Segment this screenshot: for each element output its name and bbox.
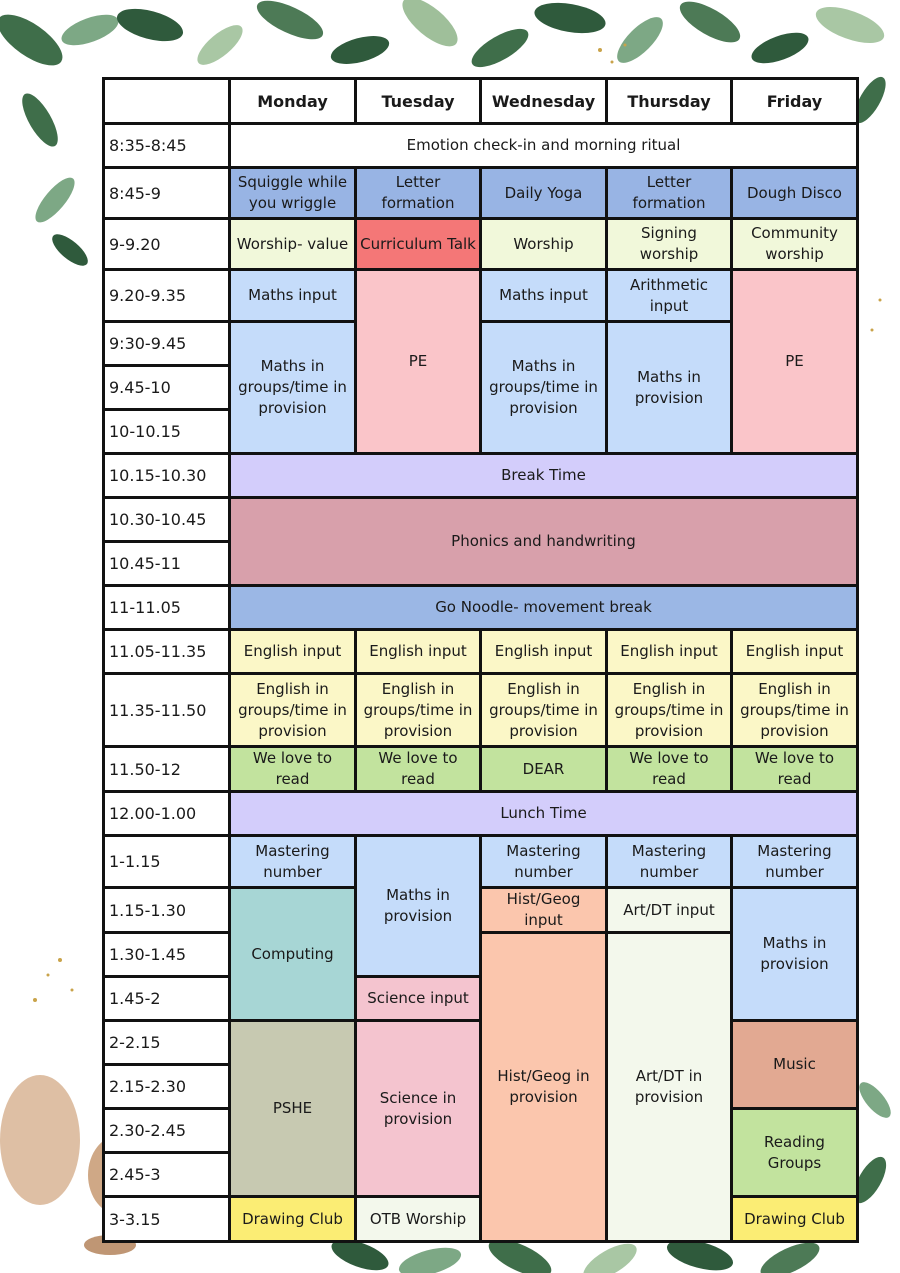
session-letter-formation: Letter formation	[607, 168, 732, 219]
session-squiggle: Squiggle while you wriggle	[230, 168, 356, 219]
time-slot: 2.30-2.45	[104, 1109, 230, 1153]
session-hist-geog-provision: Hist/Geog in provision	[481, 933, 607, 1242]
session-go-noodle: Go Noodle- movement break	[230, 586, 858, 630]
session-daily-yoga: Daily Yoga	[481, 168, 607, 219]
session-computing: Computing	[230, 888, 356, 1021]
time-row	[104, 888, 858, 933]
session-science-input: Science input	[356, 977, 481, 1021]
session-letter-formation: Letter formation	[356, 168, 481, 219]
session-curriculum-talk: Curriculum Talk	[356, 219, 481, 270]
time-slot: 10.30-10.45	[104, 498, 230, 542]
session-english-input: English input	[230, 630, 356, 674]
time-slot: 10.15-10.30	[104, 454, 230, 498]
session-english-groups: English in groups/time in provision	[356, 674, 481, 747]
time-row	[104, 498, 858, 542]
session-reading-groups: Reading Groups	[732, 1109, 858, 1197]
session-english-groups: English in groups/time in provision	[732, 674, 858, 747]
time-row	[104, 674, 858, 747]
session-mastering-number: Mastering number	[481, 836, 607, 888]
session-phonics: Phonics and handwriting	[230, 498, 858, 586]
session-mastering-number: Mastering number	[230, 836, 356, 888]
time-slot: 2.15-2.30	[104, 1065, 230, 1109]
session-english-groups: English in groups/time in provision	[607, 674, 732, 747]
session-pe: PE	[356, 270, 481, 454]
time-row	[104, 836, 858, 888]
corner-cell	[104, 79, 230, 124]
day-header-tuesday: Tuesday	[356, 79, 481, 124]
time-slot: 8:35-8:45	[104, 124, 230, 168]
session-we-love-to-read: We love to read	[607, 747, 732, 792]
time-slot: 11-11.05	[104, 586, 230, 630]
time-slot: 11.35-11.50	[104, 674, 230, 747]
session-arithmetic-input: Arithmetic input	[607, 270, 732, 322]
time-row	[104, 270, 858, 322]
time-row	[104, 630, 858, 674]
header-row	[104, 79, 858, 124]
session-music: Music	[732, 1021, 858, 1109]
time-slot: 12.00-1.00	[104, 792, 230, 836]
time-slot: 9.45-10	[104, 366, 230, 410]
session-english-input: English input	[481, 630, 607, 674]
time-slot: 1.15-1.30	[104, 888, 230, 933]
time-slot: 9:30-9.45	[104, 322, 230, 366]
session-worship: Worship	[481, 219, 607, 270]
session-english-input: English input	[356, 630, 481, 674]
session-english-input: English input	[607, 630, 732, 674]
session-mastering-number: Mastering number	[732, 836, 858, 888]
session-worship-value: Worship- value	[230, 219, 356, 270]
time-row	[104, 124, 858, 168]
session-maths-provision: Maths in provision	[732, 888, 858, 1021]
time-row	[104, 747, 858, 792]
session-we-love-to-read: We love to read	[230, 747, 356, 792]
session-maths-provision: Maths in provision	[607, 322, 732, 454]
time-row	[104, 586, 858, 630]
session-we-love-to-read: We love to read	[732, 747, 858, 792]
time-slot: 2.45-3	[104, 1153, 230, 1197]
session-pe: PE	[732, 270, 858, 454]
session-english-groups: English in groups/time in provision	[230, 674, 356, 747]
session-maths-provision: Maths in provision	[356, 836, 481, 977]
time-slot: 9-9.20	[104, 219, 230, 270]
time-row	[104, 792, 858, 836]
time-slot: 9.20-9.35	[104, 270, 230, 322]
session-community-worship: Community worship	[732, 219, 858, 270]
day-header-monday: Monday	[230, 79, 356, 124]
time-slot: 1.30-1.45	[104, 933, 230, 977]
time-slot: 3-3.15	[104, 1197, 230, 1242]
session-break-time: Break Time	[230, 454, 858, 498]
session-science-provision: Science in provision	[356, 1021, 481, 1197]
time-slot: 10-10.15	[104, 410, 230, 454]
session-english-input: English input	[732, 630, 858, 674]
day-header-thursday: Thursday	[607, 79, 732, 124]
session-maths-input: Maths input	[230, 270, 356, 322]
time-slot: 2-2.15	[104, 1021, 230, 1065]
session-we-love-to-read: We love to read	[356, 747, 481, 792]
session-english-groups: English in groups/time in provision	[481, 674, 607, 747]
time-row	[104, 168, 858, 219]
session-art-dt-input: Art/DT input	[607, 888, 732, 933]
session-drawing-club: Drawing Club	[230, 1197, 356, 1242]
session-pshe: PSHE	[230, 1021, 356, 1197]
time-slot: 10.45-11	[104, 542, 230, 586]
time-slot: 11.05-11.35	[104, 630, 230, 674]
session-mastering-number: Mastering number	[607, 836, 732, 888]
session-emotion: Emotion check-in and morning ritual	[230, 124, 858, 168]
session-maths-input: Maths input	[481, 270, 607, 322]
time-slot: 1.45-2	[104, 977, 230, 1021]
session-drawing-club: Drawing Club	[732, 1197, 858, 1242]
time-slot: 8:45-9	[104, 168, 230, 219]
session-dear: DEAR	[481, 747, 607, 792]
session-maths-groups: Maths in groups/time in provision	[481, 322, 607, 454]
time-row	[104, 219, 858, 270]
day-header-friday: Friday	[732, 79, 858, 124]
session-lunch: Lunch Time	[230, 792, 858, 836]
weekly-timetable	[102, 77, 859, 1243]
session-art-dt-provision: Art/DT in provision	[607, 933, 732, 1242]
session-maths-groups: Maths in groups/time in provision	[230, 322, 356, 454]
session-hist-geog-input: Hist/Geog input	[481, 888, 607, 933]
session-otb-worship: OTB Worship	[356, 1197, 481, 1242]
session-signing-worship: Signing worship	[607, 219, 732, 270]
time-slot: 11.50-12	[104, 747, 230, 792]
time-row	[104, 454, 858, 498]
session-dough-disco: Dough Disco	[732, 168, 858, 219]
time-slot: 1-1.15	[104, 836, 230, 888]
day-header-wednesday: Wednesday	[481, 79, 607, 124]
